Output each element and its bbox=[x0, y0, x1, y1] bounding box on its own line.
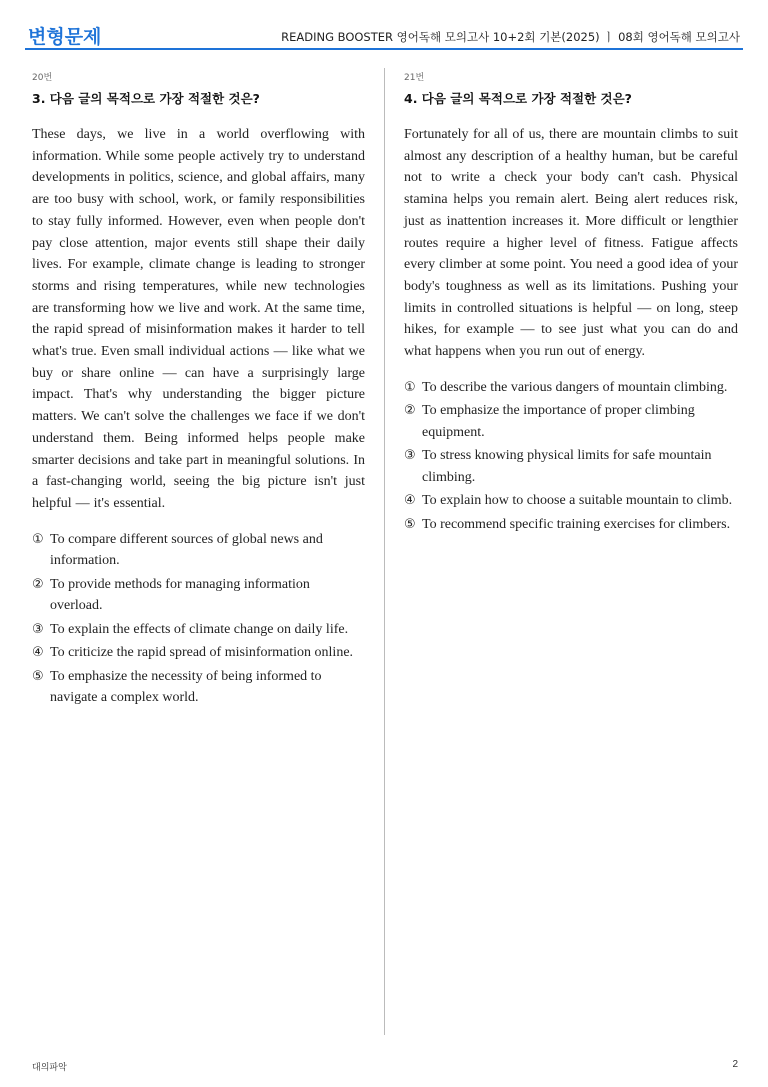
answer-option[interactable] bbox=[404, 445, 738, 488]
question-title: 3. 다음 글의 목적으로 가장 적절한 것은? bbox=[32, 91, 260, 106]
answer-option[interactable] bbox=[32, 529, 365, 572]
answer-option[interactable] bbox=[404, 400, 738, 443]
option-text: To stress knowing physical limits for safe mountain climbing. bbox=[422, 448, 712, 485]
question-number: 21번 bbox=[404, 73, 425, 83]
option-text: To emphasize the necessity of being informed to navigate a complex world. bbox=[50, 668, 322, 706]
option-text: To describe the various dangers of mountain climbing. bbox=[422, 379, 728, 395]
page-header bbox=[25, 18, 743, 50]
option-number: ③ bbox=[404, 448, 416, 464]
option-text: To provide methods for managing information overload. bbox=[50, 576, 310, 614]
book-subtitle: READING BOOSTER 영어독해 모의고사 10+2회 기본(2025) ㅣ 08회 영어독해 모의고사 bbox=[281, 30, 740, 44]
option-number: ① bbox=[404, 379, 416, 395]
answer-option[interactable] bbox=[404, 490, 738, 512]
footer-category: 대의파악 bbox=[32, 1063, 67, 1073]
answer-options bbox=[404, 377, 738, 536]
passage-text: These days, we live in a world overflowing with information. While some people actively try to understand developments in politics, science, and global affairs, many are too busy with school, work, or family responsibilities to stay fully informed. However, even when people don't pay close attention, major events still shape their daily lives. For example, climate change is leading to stronger storms and rising temperatures, while new technologies are transforming how we live and work. At the same time, the rapid spread of misinformation makes it harder to tell what's true. Even small individual actions — like what we buy or share online — can have a surprisingly large impact. That's why understanding the bigger picture matters. We can't solve the challenges we face if we don't understand them. Being informed helps people make smarter decisions and take part in meaningful solutions. In a fast-changing world, seeing the big picture isn't just helpful — it's essential. bbox=[32, 127, 365, 511]
option-number: ② bbox=[404, 403, 416, 419]
option-number: ④ bbox=[32, 645, 44, 661]
option-number: ⑤ bbox=[404, 516, 416, 532]
answer-option[interactable] bbox=[32, 574, 365, 617]
passage-text: Fortunately for all of us, there are mountain climbs to suit almost any description of a healthy human, but be careful not to write a check your body can't cash. Physical stamina helps you remain alert. Being alert reduces risk, just as inattention increases it. More difficult or lengthier routes require a higher level of fitness. Fatigue affects every climber at some point. You need a good idea of your body's toughness as well as its limitations. Pushing your limits in controlled situations is helpful — on long, steep hikes, for example — to see just what you can do and what happens when you run out of energy. bbox=[404, 127, 738, 360]
option-number: ② bbox=[32, 576, 44, 592]
header-divider bbox=[25, 48, 743, 50]
option-text: To emphasize the importance of proper climbing equipment. bbox=[422, 403, 695, 440]
answer-option[interactable] bbox=[32, 666, 365, 709]
option-text: To explain how to choose a suitable mountain to climb. bbox=[422, 493, 733, 509]
question-title: 4. 다음 글의 목적으로 가장 적절한 것은? bbox=[404, 91, 632, 106]
option-text: To compare different sources of global news and information. bbox=[50, 531, 323, 569]
answer-option[interactable] bbox=[404, 377, 738, 399]
option-text: To explain the effects of climate change on daily life. bbox=[50, 621, 349, 637]
page-number: 2 bbox=[732, 1059, 738, 1070]
answer-option[interactable] bbox=[32, 619, 365, 641]
option-number: ⑤ bbox=[32, 668, 44, 684]
section-title: 변형문제 bbox=[28, 26, 102, 48]
answer-option[interactable] bbox=[32, 642, 365, 664]
question-number: 20번 bbox=[32, 73, 53, 83]
option-number: ① bbox=[32, 531, 44, 547]
column-divider bbox=[384, 68, 385, 1035]
option-text: To recommend specific training exercises for climbers. bbox=[422, 516, 731, 532]
option-number: ④ bbox=[404, 493, 416, 509]
answer-options bbox=[32, 529, 365, 709]
question-column-right bbox=[404, 70, 738, 537]
answer-option[interactable] bbox=[404, 514, 738, 536]
option-text: To criticize the rapid spread of misinformation online. bbox=[50, 645, 354, 661]
question-column-left bbox=[32, 70, 365, 711]
option-number: ③ bbox=[32, 621, 44, 637]
